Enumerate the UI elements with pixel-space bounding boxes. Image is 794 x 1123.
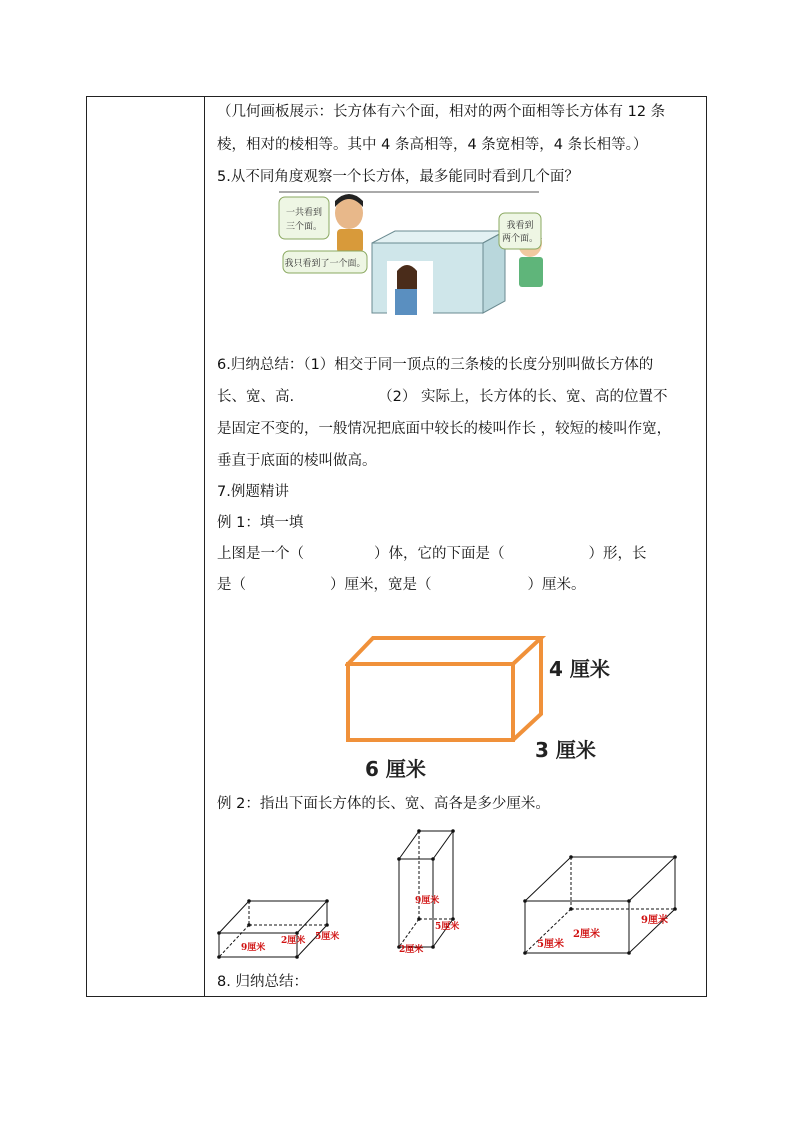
cuboid-c-width: 2厘米 (573, 929, 600, 940)
section4-line2: 棱，相对的棱相等。其中 4 条高相等，4 条宽相等，4 条长相等。） (217, 137, 648, 153)
cuboid-a-length: 9厘米 (241, 943, 266, 953)
example1-line1-a: 上图是一个（ (217, 546, 304, 562)
cuboid-c (521, 853, 689, 961)
section4-line1: （几何画板展示：长方体有六个面，相对的两个面相等长方体有 12 条 (217, 104, 666, 120)
bubble-right (499, 213, 541, 249)
section6-line1: 6.归纳总结：（1）相交于同一顶点的三条棱的长度分别叫做长方体的 (217, 357, 654, 373)
box-height-label: 4 厘米 (549, 657, 610, 681)
section6-line2-b: （2） 实际上，长方体的长、宽、高的位置不 (378, 389, 668, 405)
section7-title: 7.例题精讲 (217, 484, 289, 500)
svg-text:两个面。: 两个面。 (501, 234, 539, 244)
example1-line2-c: ）厘米。 (527, 577, 586, 593)
box-length-label: 6 厘米 (365, 757, 426, 781)
example1-line2 (217, 575, 586, 595)
cuboid-b-width: 5厘米 (435, 922, 460, 932)
girl-figure (387, 261, 433, 317)
boy-figure-left (335, 194, 363, 253)
section6-line2 (217, 387, 667, 407)
example1-line1-c: ）形，长 (588, 546, 647, 562)
cuboid-b (395, 825, 465, 955)
cuboid-c-height: 5厘米 (537, 939, 564, 950)
svg-text:三个面。: 三个面。 (285, 222, 323, 232)
cuboid-b-length: 2厘米 (399, 945, 424, 955)
example1-line2-a: 是（ (217, 577, 246, 593)
cuboid-b-height: 9厘米 (415, 896, 440, 906)
section6-line4: 垂直于底面的棱叫做高。 (217, 453, 377, 469)
example1-title: 例 1：填一填 (217, 515, 304, 531)
example1-line1-b: ）体，它的下面是（ (374, 546, 505, 562)
lesson-table (86, 96, 707, 997)
example2-title: 例 2：指出下面长方体的长、宽、高各是多少厘米。 (217, 796, 550, 812)
cuboid-a-height: 5厘米 (315, 932, 340, 942)
example1-line2-b: ）厘米，宽是（ (330, 577, 432, 593)
bubble-left-top (279, 197, 329, 239)
svg-text:我只看到了一个面。: 我只看到了一个面。 (284, 259, 366, 269)
svg-text:我看到: 我看到 (506, 221, 534, 231)
cuboid-a (215, 893, 350, 965)
question-5: 5.从不同角度观察一个长方体，最多能同时看到几个面？ (217, 169, 579, 185)
observation-illustration (277, 191, 545, 321)
box-width-label: 3 厘米 (535, 738, 596, 762)
section6-line2-a: 长、宽、高. (217, 389, 295, 405)
column-divider (204, 97, 205, 996)
section8-title: 8. 归纳总结： (217, 974, 308, 990)
bubble-left-bottom (283, 251, 367, 273)
section6-line3: 是固定不变的，一般情况把底面中较长的棱叫作长 ，较短的棱叫作宽， (217, 421, 672, 437)
cuboid-c-length: 9厘米 (641, 915, 668, 926)
example1-line1 (217, 544, 647, 564)
cuboid-a-width: 2厘米 (281, 936, 306, 946)
svg-text:一共看到: 一共看到 (285, 208, 323, 218)
orange-cuboid (345, 632, 555, 744)
